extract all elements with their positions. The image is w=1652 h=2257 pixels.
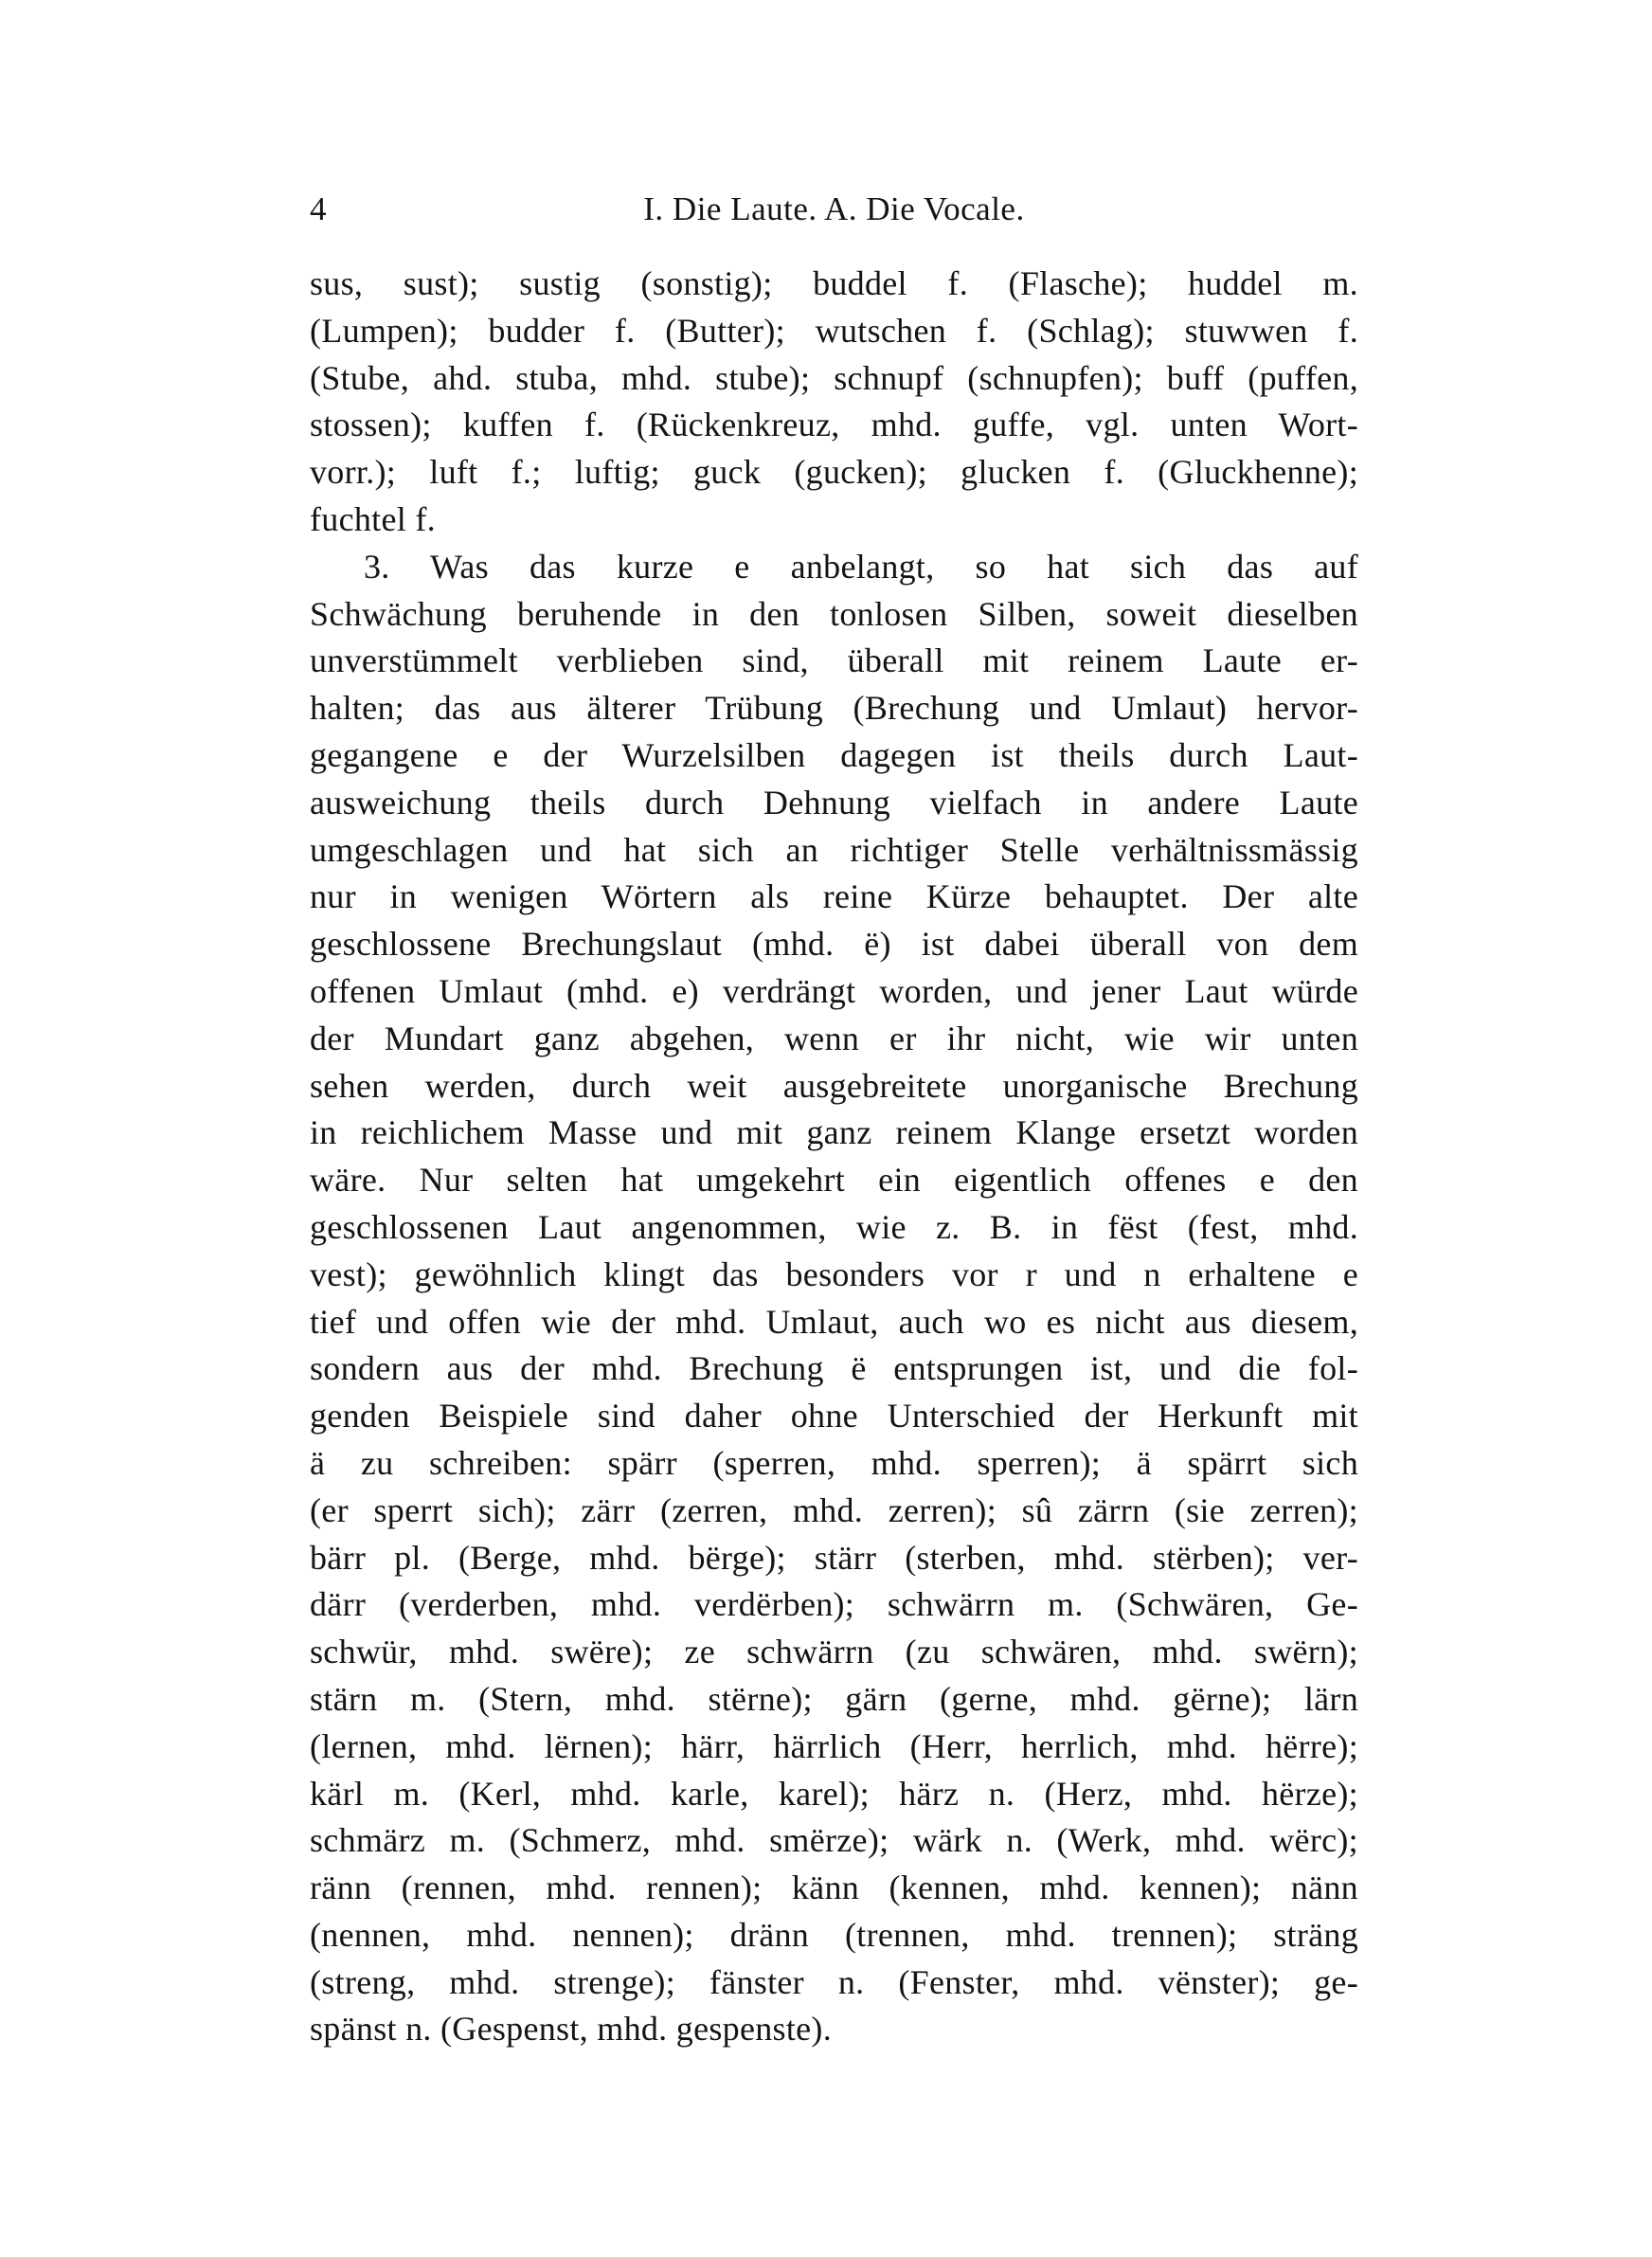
text-line: (Lumpen); budder f. (Butter); wutschen f. (Schlag); stuwwen f. [310, 311, 1358, 350]
text-line: sondern aus der mhd. Brechung ë entsprungen ist, und die fol- [310, 1349, 1358, 1388]
text-line: der Mundart ganz abgehen, wenn er ihr nicht, wie wir unten [310, 1019, 1358, 1057]
text-line: geschlossene Brechungslaut (mhd. ë) ist dabei überall von dem [310, 925, 1358, 964]
text-line: vorr.); luft f.; luftig; guck (gucken); glucken f. (Gluckhenne); [310, 453, 1358, 492]
text-line: gegangene e der Wurzelsilben dagegen ist theils durch Laut- [310, 735, 1358, 774]
text-line: bärr pl. (Berge, mhd. bërge); stärr (sterben, mhd. stërben); ver- [310, 1538, 1358, 1577]
text-line: genden Beispiele sind daher ohne Unterschied der Herkunft mit [310, 1397, 1358, 1435]
text-line: (Stube, ahd. stuba, mhd. stube); schnupf (schnupfen); buff (puffen, [310, 358, 1358, 397]
text-line: därr (verderben, mhd. verdërben); schwärrn m. (Schwären, Ge- [310, 1585, 1358, 1624]
text-line: stärn m. (Stern, mhd. stërne); gärn (gerne, mhd. gërne); lärn [310, 1679, 1358, 1718]
text-line: nur in wenigen Wörtern als reine Kürze behauptet. Der alte [310, 877, 1358, 916]
paragraph-2 [310, 544, 1358, 2054]
text-line: stossen); kuffen f. (Rückenkreuz, mhd. guffe, vgl. unten Wort- [310, 406, 1358, 444]
text-line: wäre. Nur selten hat umgekehrt ein eigentlich offenes e den [310, 1161, 1358, 1200]
text-line: tief und offen wie der mhd. Umlaut, auch wo es nicht aus diesem, [310, 1302, 1358, 1341]
text-line: (lernen, mhd. lërnen); härr, härrlich (Herr, herrlich, mhd. hërre); [310, 1726, 1358, 1765]
text-line: sus, sust); sustig (sonstig); buddel f. (Flasche); huddel m. [310, 264, 1358, 302]
text-line: Schwächung beruhende in den tonlosen Silben, soweit dieselben [310, 594, 1358, 633]
text-line: ränn (rennen, mhd. rennen); känn (kennen, mhd. kennen); nänn [310, 1869, 1358, 1907]
page-number: 4 [310, 190, 327, 227]
text-line: geschlossenen Laut angenommen, wie z. B. in fëst (fest, mhd. [310, 1207, 1358, 1246]
text-line: schmärz m. (Schmerz, mhd. smërze); wärk n. (Werk, mhd. wërc); [310, 1821, 1358, 1860]
text-line: (nennen, mhd. nennen); dränn (trennen, mhd. trennen); sträng [310, 1915, 1358, 1954]
text-line: 3. Was das kurze e anbelangt, so hat sich das auf [364, 547, 1358, 586]
text-line: kärl m. (Kerl, mhd. karle, karel); härz n. (Herz, mhd. hërze); [310, 1774, 1358, 1813]
text-line: in reichlichem Masse und mit ganz reinem Klange ersetzt worden [310, 1113, 1358, 1152]
text-line: ausweichung theils durch Dehnung vielfach in andere Laute [310, 783, 1358, 822]
text-line: offenen Umlaut (mhd. e) verdrängt worden, und jener Laut würde [310, 971, 1358, 1010]
text-line: (er sperrt sich); zärr (zerren, mhd. zerren); sû zärrn (sie zerren); [310, 1490, 1358, 1529]
text-line: schwür, mhd. swëre); ze schwärrn (zu schwären, mhd. swërn); [310, 1633, 1358, 1671]
text-line: umgeschlagen und hat sich an richtiger Stelle verhältnissmässig [310, 830, 1358, 869]
text-line: sehen werden, durch weit ausgebreitete unorganische Brechung [310, 1066, 1358, 1105]
text-line: ä zu schreiben: spärr (sperren, mhd. sperren); ä spärrt sich [310, 1443, 1358, 1482]
text-line: unverstümmelt verblieben sind, überall mit reinem Laute er- [310, 641, 1358, 680]
page-header [310, 186, 1358, 233]
text-line: (streng, mhd. strenge); fänster n. (Fenster, mhd. vënster); ge- [310, 1962, 1358, 2001]
running-head: I. Die Laute. A. Die Vocale. [643, 190, 1025, 227]
text-line: spänst n. (Gespenst, mhd. gespenste). [310, 2010, 833, 2049]
text-line: halten; das aus älterer Trübung (Brechung und Umlaut) hervor- [310, 689, 1358, 728]
text-line: vest); gewöhnlich klingt das besonders vor r und n erhaltene e [310, 1255, 1358, 1293]
body-text [310, 261, 1358, 2053]
paragraph-1 [310, 261, 1358, 544]
text-line: fuchtel f. [310, 499, 436, 538]
